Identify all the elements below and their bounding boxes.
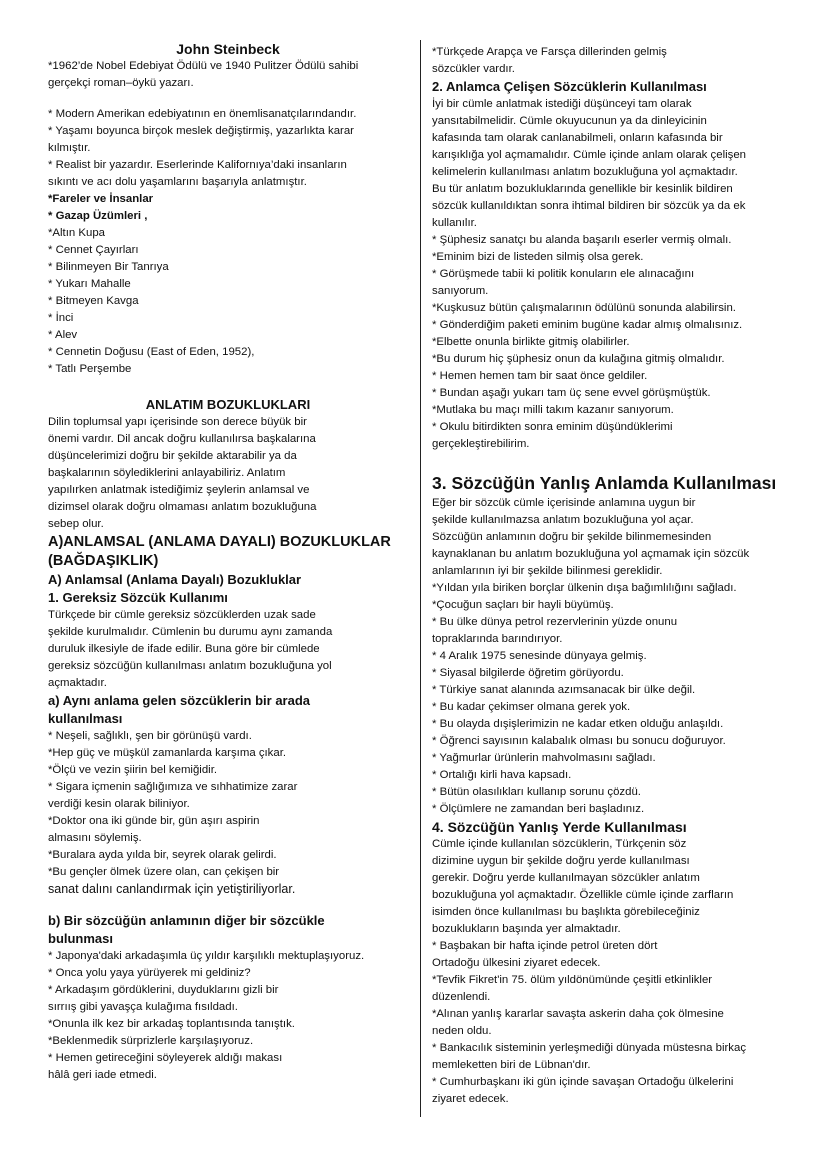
- list-item: *Altın Kupa: [48, 227, 105, 239]
- list-item: * Okulu bitirdikten sonra eminim düşündüklerimi: [432, 421, 673, 433]
- text-line: şekilde kurulmalıdır. Cümlenin bu durumu aynı zamanda: [48, 626, 333, 638]
- list-item: hâlâ geri iade etmedi.: [48, 1069, 157, 1081]
- list-item: * Japonya'daki arkadaşımla üç yıldır karşılıklı mektuplaşıyoruz.: [48, 950, 365, 962]
- text-line: duruluk ilkesiyle de ifade edilir. Buna göre bir cümlede: [48, 643, 320, 655]
- left-column: [48, 40, 408, 1084]
- text-line: dizimsel olarak doğru olmaması anlatım bozukluğuna: [48, 501, 317, 513]
- list-item: *Elbette onunla birlikte gitmiş olabilirler.: [432, 336, 630, 348]
- list-item: * Cennet Çayırları: [48, 244, 139, 256]
- list-item: * Sigara içmenin sağlığımıza ve sıhhatimize zarar: [48, 781, 298, 793]
- list-item: * Bundan aşağı yukarı tam üç sene evvel görüşmüştük.: [432, 387, 711, 399]
- text-line: * Realist bir yazardır. Eserlerinde Kalifornıya’daki insanların: [48, 159, 347, 171]
- text-line: gerçekçi roman–öykü yazarı.: [48, 77, 194, 89]
- list-item: * İnci: [48, 312, 74, 324]
- text-line: gerekir. Doğru yerde kullanılmayan sözcükler anlatım: [432, 872, 700, 884]
- text-line: *Türkçede Arapça ve Farsça dillerinden gelmiş: [432, 46, 667, 58]
- list-item: *Ölçü ve vezin şiirin bel kemiğidir.: [48, 764, 218, 776]
- text-line: Bu tür anlatım bozukluklarında genellikle bir kesinlik bildiren: [432, 183, 733, 195]
- list-item: *Hep güç ve müşkül zamanlarda karşıma çıkar.: [48, 747, 287, 759]
- list-item: * Gazap Üzümleri ,: [48, 210, 148, 222]
- list-item: * Görüşmede tabii ki politik konuların ele alınacağını: [432, 268, 695, 280]
- subheading-b: [48, 912, 408, 948]
- page-title: John Steinbeck: [176, 41, 280, 57]
- list-item: * Şüphesiz sanatçı bu alanda başarılı eserler vermiş olmalı.: [432, 234, 732, 246]
- facts-list: [48, 106, 408, 191]
- main-heading: [48, 533, 408, 571]
- right-column: [432, 44, 794, 1108]
- list-item: neden oldu.: [432, 1025, 492, 1037]
- examples-4: [432, 938, 794, 1108]
- list-item: * Türkiye sanat alanında azımsanacak bir ülke değil.: [432, 684, 696, 696]
- list-item: *Doktor ona iki günde bir, gün aşırı aspirin: [48, 815, 260, 827]
- text-line: *1962’de Nobel Edebiyat Ödülü ve 1940 Pulitzer Ödülü sahibi: [48, 60, 359, 72]
- paragraph: [48, 607, 408, 692]
- list-item: *Onunla ilk kez bir arkadaş toplantısında tanıştık.: [48, 1018, 295, 1030]
- list-item: *Bu gençler ölmek üzere olan, can çekişen bir: [48, 866, 280, 878]
- list-item: * Alev: [48, 329, 78, 341]
- list-item: *Bu durum hiç şüphesiz onun da kulağına gitmiş olmalıdır.: [432, 353, 725, 365]
- paragraph: [432, 495, 794, 580]
- list-item: * Arkadaşım gördüklerini, duyduklarını gizli bir: [48, 984, 279, 996]
- text-line: önemi vardır. Dil ancak doğru kullanılırsa başkalarına: [48, 433, 316, 445]
- text-line: Dilin toplumsal yapı içerisinde son derece büyük bir: [48, 416, 307, 428]
- list-item: * Bankacılık sisteminin yerleşmediği dünyada müstesna birkaç: [432, 1042, 747, 1054]
- list-item: * Öğrenci sayısının kalabalık olması bu sonucu doğuruyor.: [432, 735, 726, 747]
- text-line: Sözcüğün anlamının doğru bir şekilde bilinmemesinden: [432, 531, 712, 543]
- text-line: açmaktadır.: [48, 677, 107, 689]
- text-line: gereksiz sözcüğün kullanılması anlatım bozukluğuna yol: [48, 660, 332, 672]
- list-item: sırrıış gibi yavaşça kulağıma fısıldadı.: [48, 1001, 238, 1013]
- list-item: * Hemen getireceğini söyleyerek aldığı makası: [48, 1052, 283, 1064]
- text-line: sıkıntı ve acı dolu yaşamlarını başarıyla anlatmıştır.: [48, 176, 307, 188]
- list-item: * Ölçümlere ne zamandan beri başladınız.: [432, 803, 645, 815]
- list-item: *Mutlaka bu maçı milli takım kazanır sanıyorum.: [432, 404, 674, 416]
- text-line: Türkçede bir cümle gereksiz sözcüklerden uzak sade: [48, 609, 316, 621]
- list-item: gerçekleştirebilirim.: [432, 438, 530, 450]
- heading-line: kullanılması: [48, 711, 123, 726]
- text-line: kaynaklanan bu anlatım bozukluğuna yol açmamak için sözcük: [432, 548, 750, 560]
- heading-line: (BAĞDAŞIKLIK): [48, 553, 159, 569]
- list-item: memleketten biri de Lübnan'dır.: [432, 1059, 591, 1071]
- examples-3: [432, 580, 794, 818]
- section-title: ANLATIM BOZUKLUKLARI: [145, 397, 311, 412]
- list-item: * Neşeli, sağlıklı, şen bir görünüşü vardı.: [48, 730, 252, 742]
- subheading: 1. Gereksiz Sözcük Kullanımı: [48, 590, 228, 605]
- works-list: [48, 191, 408, 378]
- list-item: ziyaret edecek.: [432, 1093, 509, 1105]
- text-line: karışıklığa yol açmamalıdır. Cümle içinde anlam olarak çelişen: [432, 149, 747, 161]
- list-item: sanıyorum.: [432, 285, 489, 297]
- list-item: *Fareler ve İnsanlar: [48, 193, 154, 205]
- list-item: * Cennetin Doğusu (East of Eden, 1952),: [48, 346, 255, 358]
- subheading: 2. Anlamca Çelişen Sözcüklerin Kullanılması: [432, 79, 707, 94]
- text-line: düşüncelerimizi doğru bir şekilde aktarabilir ya da: [48, 450, 297, 462]
- section-heading: 3. Sözcüğün Yanlış Anlamda Kullanılması: [432, 473, 777, 493]
- list-item: * Cumhurbaşkanı iki gün içinde savaşan Ortadoğu ülkelerini: [432, 1076, 734, 1088]
- list-item: *Eminim bizi de listeden silmiş olsa gerek.: [432, 251, 644, 263]
- examples-a: [48, 728, 408, 898]
- text-line: kafasında tam olarak canlanabilmeli, onların kafasında bir: [432, 132, 723, 144]
- list-item: * Bu kadar çekimser olmana gerek yok.: [432, 701, 631, 713]
- intro: [48, 58, 408, 92]
- text-line: kılmıştır.: [48, 142, 91, 154]
- list-item: verdiği kesin olarak biliniyor.: [48, 798, 190, 810]
- text-line: yapılırken anlatmak istediğimiz şeylerin anlamsal ve: [48, 484, 310, 496]
- text-line: isimden önce kullanılması bu başlıkta görebileceğiniz: [432, 906, 700, 918]
- text-line: yansıtabilmelidir. Cümle okuyucunun ya da dinleyicinin: [432, 115, 707, 127]
- list-item: düzenlendi.: [432, 991, 491, 1003]
- text-line: sebep olur.: [48, 518, 104, 530]
- list-item: *Yıldan yıla biriken borçlar ülkenin dışa bağımlılığını sağladı.: [432, 582, 737, 594]
- list-item: *Beklenmedik sürprizlerle karşılaşıyoruz.: [48, 1035, 254, 1047]
- list-item: * Yağmurlar ürünlerin mahvolmasını sağladı.: [432, 752, 656, 764]
- list-item: * Hemen hemen tam bir saat önce geldiler.: [432, 370, 648, 382]
- text-line: bozuklukların başında yer almaktadır.: [432, 923, 621, 935]
- heading-line: bulunması: [48, 931, 114, 946]
- text-line: Eğer bir sözcük cümle içerisinde anlamına uygun bir: [432, 497, 696, 509]
- subheading: A) Anlamsal (Anlama Dayalı) Bozukluklar: [48, 572, 302, 587]
- list-item: topraklarında barındırıyor.: [432, 633, 563, 645]
- paragraph: [432, 96, 794, 232]
- text-line: sözcük kullanıldıktan sonra ihtimal bildiren bir sözcük ya da ek: [432, 200, 746, 212]
- heading-line: a) Aynı anlama gelen sözcüklerin bir arada: [48, 693, 311, 708]
- list-item: * Gönderdiğim paketi eminim bugüne kadar almış olmalısınız.: [432, 319, 743, 331]
- list-item: * Tatlı Perşembe: [48, 363, 132, 375]
- list-item: Ortadoğu ülkesini ziyaret edecek.: [432, 957, 601, 969]
- text-line: anlamlarının iyi bir şekilde bilinmesi gereklidir.: [432, 565, 663, 577]
- list-item: sanat dalını canlandırmak için yetiştiriliyorlar.: [48, 882, 296, 896]
- list-item: * Ortalığı kirli hava kapsadı.: [432, 769, 572, 781]
- list-item: *Kuşkusuz bütün çalışmalarının ödülünü sonunda alabilirsin.: [432, 302, 736, 314]
- text-line: şekilde kullanılmazsa anlatım bozukluğuna yol açar.: [432, 514, 694, 526]
- list-item: * Bu olayda dışişlerimizin ne kadar etken olduğu anlaşıldı.: [432, 718, 724, 730]
- list-item: *Çocuğun saçları bir hayli büyümüş.: [432, 599, 614, 611]
- list-item: * Bilinmeyen Bir Tanrıya: [48, 261, 169, 273]
- text-line: * Modern Amerikan edebiyatının en önemlisanatçılarındandır.: [48, 108, 357, 120]
- list-item: *Alınan yanlış kararlar savaşta askerin daha çok ölmesine: [432, 1008, 724, 1020]
- list-item: *Tevfik Fikret'in 75. ölüm yıldönümünde çeşitli etkinlikler: [432, 974, 713, 986]
- heading-line: A)ANLAMSAL (ANLAMA DAYALI) BOZUKLUKLAR: [48, 534, 391, 550]
- subheading-a: [48, 692, 408, 728]
- list-item: * Bu ülke dünya petrol rezervlerinin yüzde onunu: [432, 616, 678, 628]
- examples-2: [432, 232, 794, 453]
- text-line: başkalarının söylediklerini anlayabiliriz. Anlatım: [48, 467, 286, 479]
- paragraph: [432, 836, 794, 938]
- column-divider: [420, 40, 421, 1117]
- text-line: Cümle içinde kullanılan sözcüklerin, Türkçenin söz: [432, 838, 687, 850]
- heading-line: b) Bir sözcüğün anlamının diğer bir sözcükle: [48, 913, 325, 928]
- top-lines: [432, 44, 794, 78]
- section-paragraph: [48, 414, 408, 533]
- text-line: İyi bir cümle anlatmak istediği düşünceyi tam olarak: [432, 98, 692, 110]
- subheading: 4. Sözcüğün Yanlış Yerde Kullanılması: [432, 819, 687, 835]
- list-item: * 4 Aralık 1975 senesinde dünyaya gelmiş.: [432, 650, 647, 662]
- list-item: * Bitmeyen Kavga: [48, 295, 139, 307]
- text-line: * Yaşamı boyunca birçok meslek değiştirmiş, yazarlıkta karar: [48, 125, 354, 137]
- text-line: bozukluğuna yol açmaktadır. Özellikle cümle içinde zarfların: [432, 889, 734, 901]
- list-item: almasını söylemiş.: [48, 832, 142, 844]
- text-line: kelimelerin kullanılması anlatım bozukluğuna yol açmaktadır.: [432, 166, 738, 178]
- list-item: * Başbakan bir hafta içinde petrol üreten dört: [432, 940, 658, 952]
- text-line: sözcükler vardır.: [432, 63, 515, 75]
- list-item: * Siyasal bilgilerde öğretim görüyordu.: [432, 667, 624, 679]
- text-line: kullanılır.: [432, 217, 477, 229]
- list-item: * Bütün olasılıkları kullanıp sorunu çözdü.: [432, 786, 641, 798]
- examples-b: [48, 948, 408, 1084]
- list-item: * Yukarı Mahalle: [48, 278, 131, 290]
- list-item: * Onca yolu yaya yürüyerek mi geldiniz?: [48, 967, 251, 979]
- text-line: dizimine uygun bir şekilde doğru yerde kullanılması: [432, 855, 690, 867]
- list-item: *Buralara ayda yılda bir, seyrek olarak gelirdi.: [48, 849, 277, 861]
